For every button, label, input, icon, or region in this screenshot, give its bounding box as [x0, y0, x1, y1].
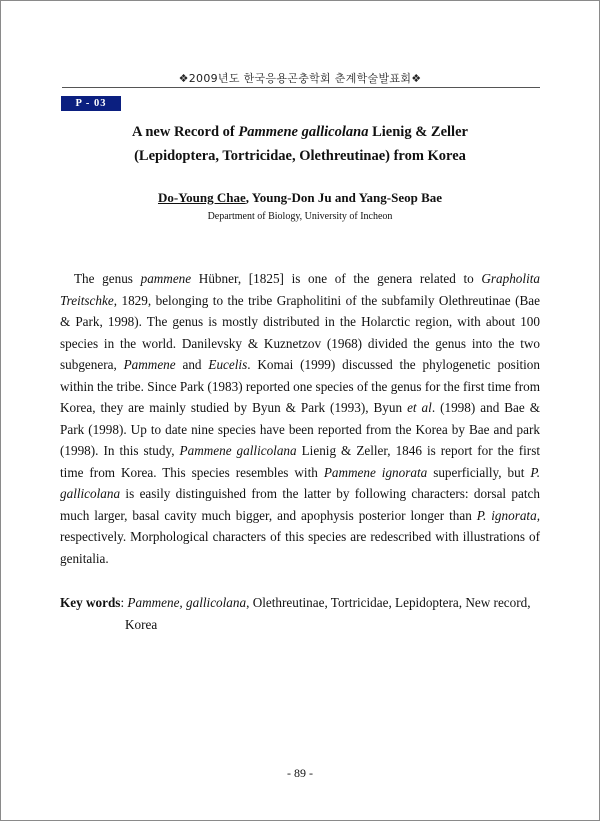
paper-title	[60, 120, 540, 168]
abstract-italic: Pammene ignorata	[323, 464, 428, 480]
abstract-text: The genus	[74, 271, 141, 286]
conference-header: ❖2009년도 한국응용곤충학회 춘계학술발표회❖	[178, 72, 422, 85]
author-list	[60, 190, 540, 206]
header-divider	[62, 87, 540, 88]
abstract-italic: P. gallicolana	[60, 464, 540, 501]
keywords-line-1	[60, 592, 540, 614]
abstract-italic: P. ignorata,	[476, 507, 540, 523]
keywords-colon: :	[120, 595, 128, 610]
title-suffix: Lienig & Zeller	[368, 124, 468, 140]
presenting-author: Do-Young Chae	[157, 190, 246, 205]
abstract-italic: Pammene gallicolana	[179, 443, 297, 458]
title-prefix: A new Record of	[132, 124, 239, 140]
abstract-text: Lienig & Zeller, 1846 is report for the first time from Korea. This species resembles with	[60, 443, 540, 480]
title-line-2: (Lepidoptera, Tortricidae, Olethreutinae) from Korea	[134, 148, 466, 164]
keywords-section	[60, 592, 540, 635]
page-number: - 89 -	[287, 766, 313, 780]
poster-number-badge: P - 03	[61, 96, 121, 111]
abstract-italic: pammene	[140, 271, 192, 286]
abstract-text: , 1829, belonging to the tribe Grapholitini of the subfamily Olethreutinae (Bae & Park, 1998). The genus is mostly distributed in the Holarctic region, with about 100 species in the world. Danilevsky & Kuznetzov (1968) divided the genus into the two subgenera,	[60, 292, 540, 372]
title-species: Pammene gallicolana	[238, 124, 369, 140]
abstract-italic: Pammene	[123, 357, 176, 372]
co-authors: , Young-Don Ju and Yang-Seop Bae	[245, 190, 443, 205]
abstract-text: . Komai (1999) discussed the phylogenetic position within the tribe. Since Park (1983) reported one species of the genus for the first time from Korea, they are mainly studied by Byun & Park (1993), Byun	[60, 357, 540, 415]
abstract-text: Hübner, [1825] is one of the genera related to	[191, 271, 482, 286]
abstract-text: and	[175, 357, 209, 372]
abstract-italic: Grapholita Treitschke	[60, 271, 540, 308]
affiliation: Department of Biology, University of Incheon	[207, 211, 393, 222]
keywords-line-2: Korea	[125, 616, 158, 632]
abstract-italic: et al	[407, 400, 432, 415]
abstract-text: superficially, but	[427, 464, 531, 480]
abstract-text: is easily distinguished from the latter by following characters: dorsal patch much larger, basal cavity much bigger, and apophysis posterior longer than	[60, 486, 540, 523]
abstract-text: respectively. Morphological characters of this species are redescribed with illustrations of genitalia.	[60, 529, 540, 566]
keywords-label: Key words	[60, 595, 121, 610]
abstract-text: . (1998) and Bae & Park (1998). Up to date nine species have been reported from the Korea by Bae and park (1998). In this study,	[60, 400, 541, 458]
abstract-body	[60, 268, 540, 569]
keywords-rest: , Olethreutinae, Tortricidae, Lepidoptera, New record,	[246, 595, 531, 610]
title-line-1	[60, 120, 540, 144]
keywords-italic: Pammene, gallicolana	[127, 595, 247, 610]
abstract-italic: Eucelis	[208, 357, 248, 372]
